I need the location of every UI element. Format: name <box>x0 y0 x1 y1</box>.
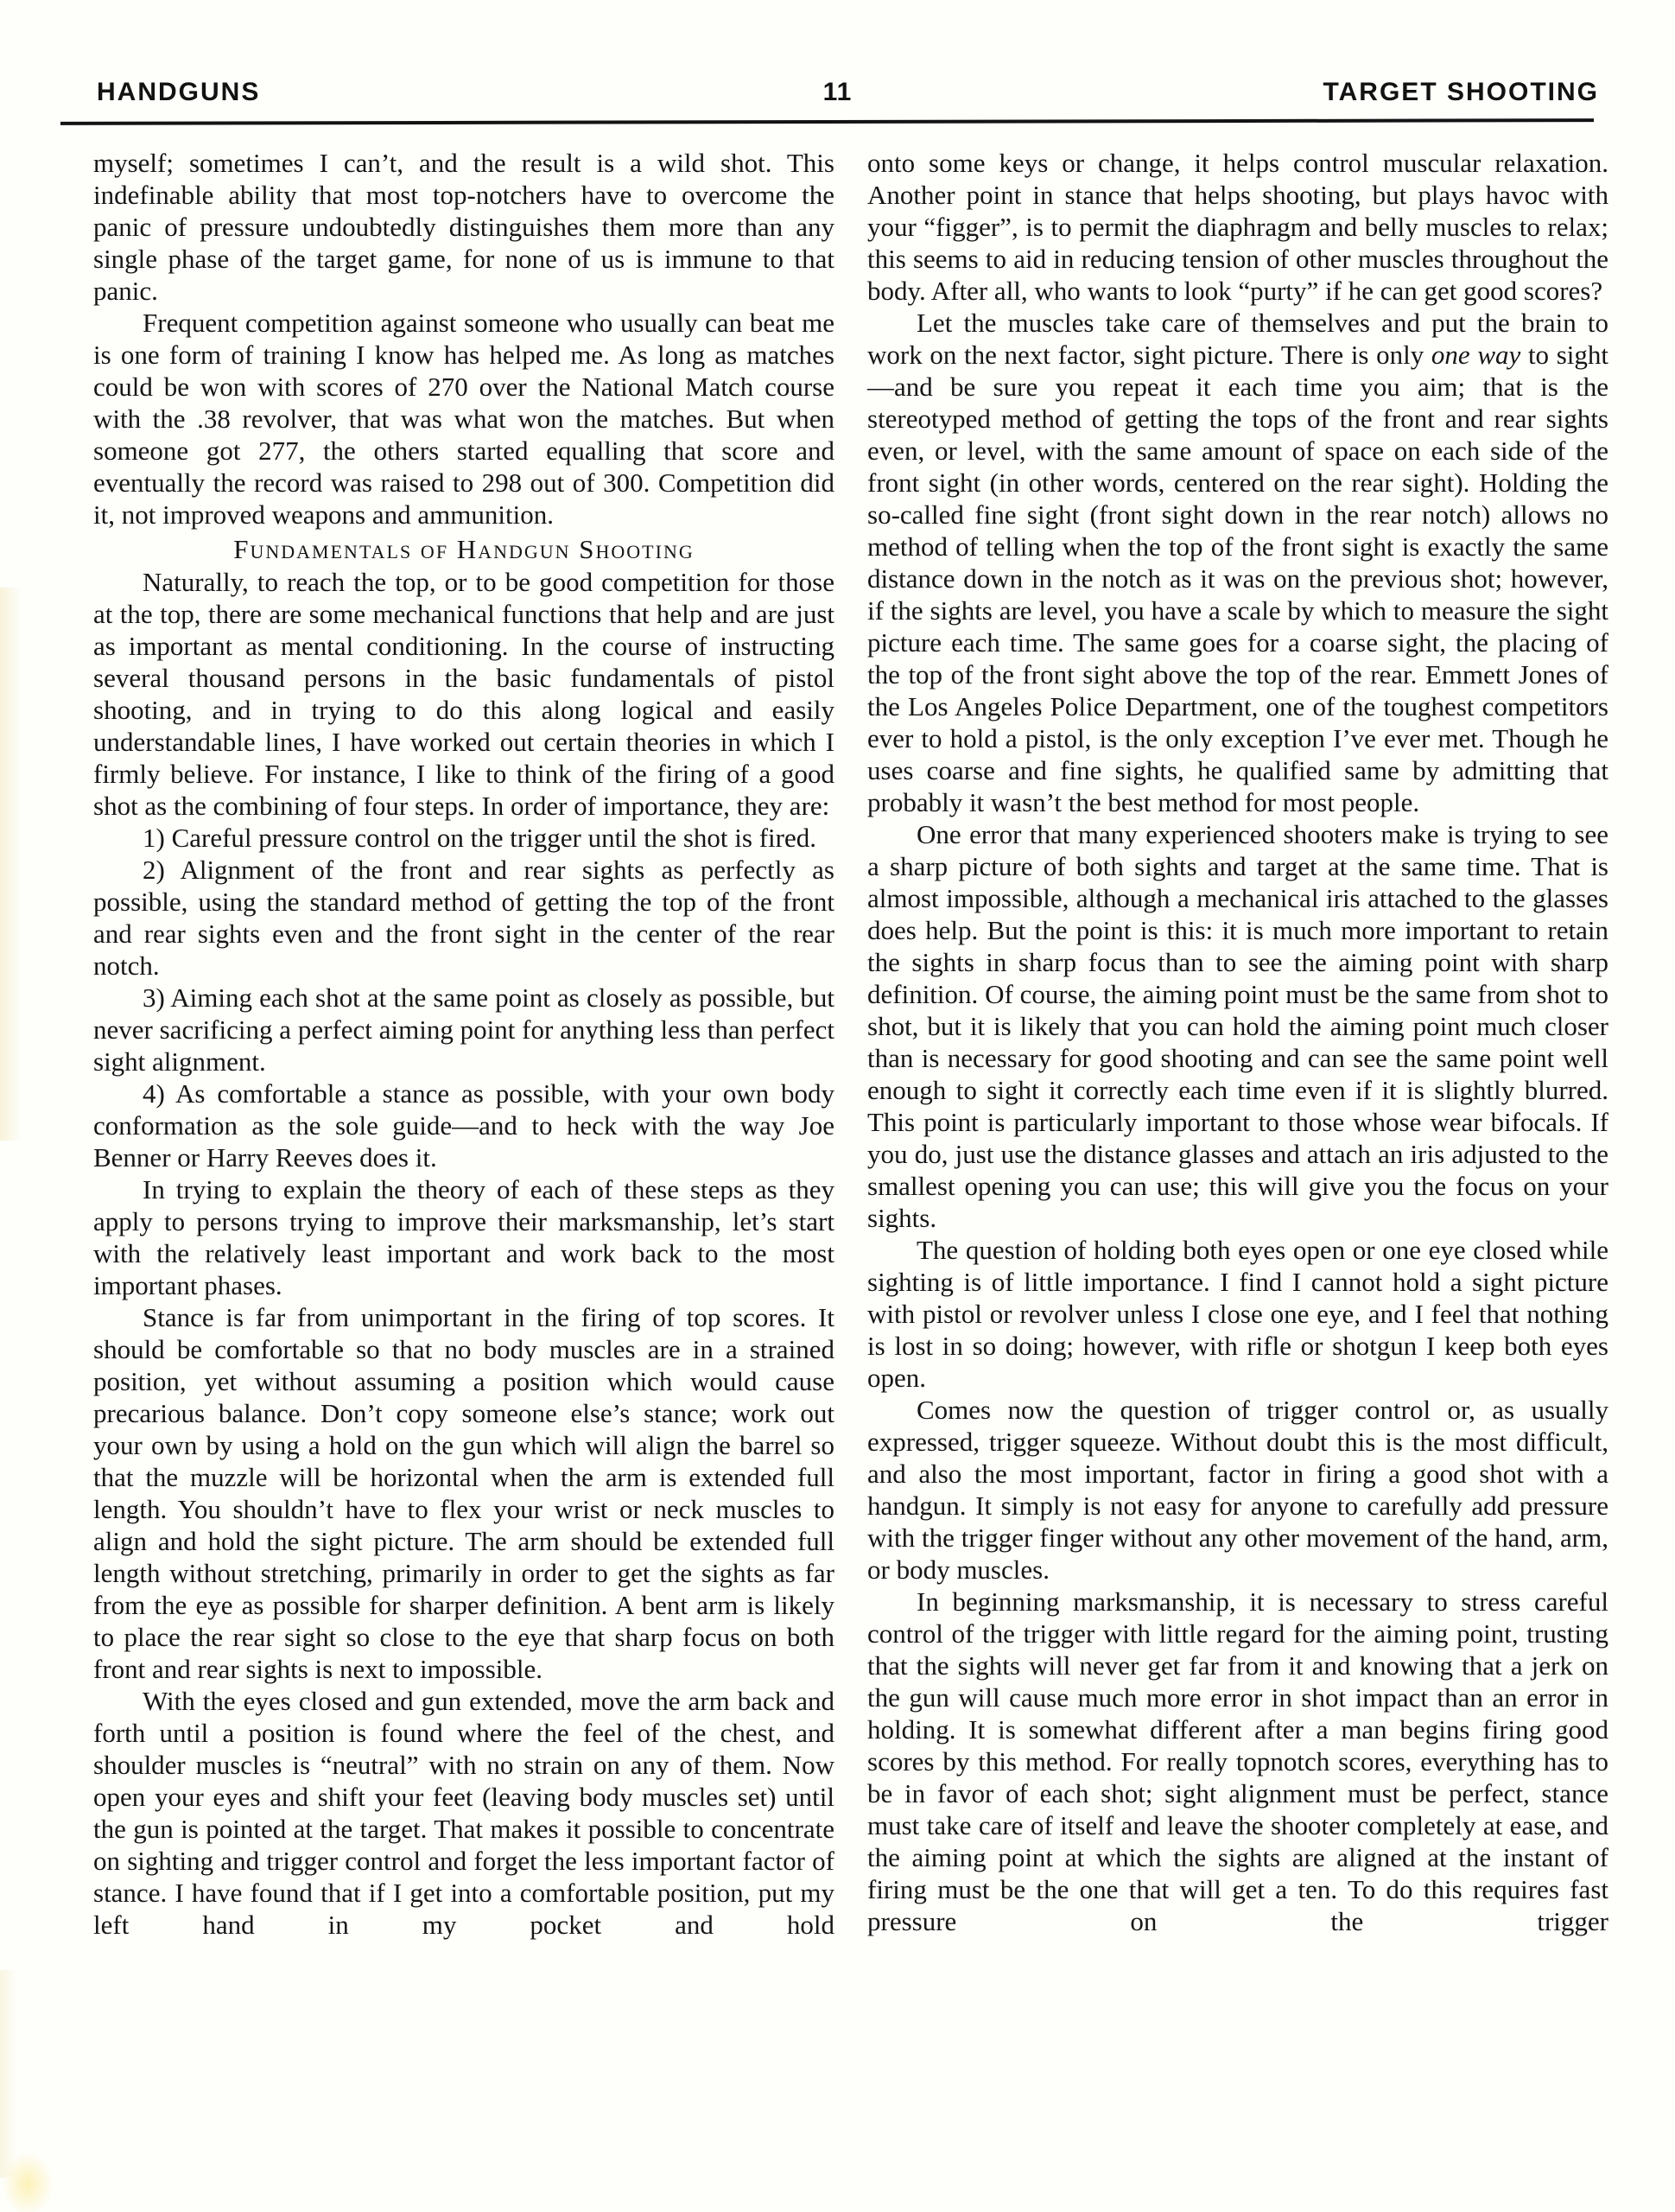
paragraph <box>867 1234 1608 1394</box>
paragraph <box>867 818 1608 1234</box>
body-text: 4) As comfortable a stance as possible, with your own body conformation as the sole guide—and to heck with the way Joe Benner or Harry Reeves does it. <box>93 1078 834 1173</box>
header-page-number: 11 <box>822 78 853 106</box>
body-text: Frequent competition against someone who usually can beat me is one form of training I know has helped me. As long as matches could be won with scores of 270 over the National Match course with the .38 revolver, that was what won the matches. But when someone got 277, the others started equalling that score and eventually the record was raised to 298 out of 300. Competition did it, not improved weapons and ammunition. <box>93 308 834 530</box>
body-text: Fundamentals of Handgun Shooting <box>233 534 695 564</box>
body-text: In beginning marksmanship, it is necessary to stress careful control of the trigger with little regard for the aiming point, trusting that the sights will never get far from it and knowing that a jerk on the gun will cause much more error in shot impact than an error in holding. It is somewhat different after a man begins firing good scores by this method. For really topnotch scores, everything has to be in favor of each shot; sight alignment must be perfect, stance must take care of itself and leave the shooter completely at ease, and the aiming point at which the sights are aligned at the instant of firing must be the one that will get a ten. To do this requires fast pressure on the trigger <box>867 1586 1608 1936</box>
header-left-title: HANDGUNS <box>97 78 261 106</box>
scan-edge-stain <box>0 1970 17 2177</box>
column-left <box>93 147 834 1941</box>
paragraph <box>93 854 834 982</box>
scan-edge-stain <box>0 588 21 1141</box>
paragraph <box>93 307 834 531</box>
emphasized-text: one way <box>1431 340 1521 370</box>
header-rule <box>60 118 1594 125</box>
body-text: Stance is far from unimportant in the firing of top scores. It should be comfortable so that no body muscles are in a strained position, yet without assuming a position which would cause precarious balance. Don’t copy someone else’s stance; work out your own by using a hold on the gun which will align the barrel so that the muzzle will be horizontal when the arm is extended full length. You shouldn’t have to flex your wrist or neck muscles to align and hold the sight picture. The arm should be extended full length without stretching, primarily in order to get the sights as far from the eye as possible for sharper definition. A bent arm is likely to place the rear sight so close to the eye that sharp focus on both front and rear sights is next to impossible. <box>93 1302 834 1684</box>
body-text: In trying to explain the theory of each of these steps as they apply to persons trying to improve their marksmanship, let’s start with the relatively least important and work back to the most important phases. <box>93 1174 834 1300</box>
paragraph <box>867 1394 1608 1586</box>
text-columns <box>93 147 1608 1941</box>
paragraph <box>93 982 834 1077</box>
scan-corner-stain <box>2 2152 54 2212</box>
paragraph <box>867 1586 1608 1937</box>
body-text: Naturally, to reach the top, or to be good competition for those at the top, there are some mechanical functions that help and are just as important as mental conditioning. In the course of instructing several thousand persons in the basic fundamentals of pistol shooting, and in trying to do this along logical and easily understandable lines, I have worked out certain theories in which I firmly believe. For instance, I like to think of the firing of a good shot as the combining of four steps. In order of importance, they are: <box>93 567 834 821</box>
body-text: With the eyes closed and gun extended, move the arm back and forth until a position is found where the feel of the chest, and shoulder muscles is “neutral” with no strain on any of them. Now open your eyes and shift your feet (leaving body muscles set) until the gun is pointed at the target. That makes it possible to concentrate on sighting and trigger control and forget the less important factor of stance. I have found that if I get into a comfortable position, put my left hand in my pocket and hold <box>93 1686 834 1940</box>
paragraph <box>93 822 834 854</box>
paragraph <box>93 1685 834 1941</box>
body-text: to sight—and be sure you repeat it each time you aim; that is the stereotyped method of getting the tops of the front and rear sights even, or level, with the same amount of space on each side of the front sight (in other words, centered on the rear sight). Holding the so-called fine sight (front sight down in the rear notch) allows no method of telling when the top of the front sight is exactly the same distance down in the notch as it was on the previous shot; however, if the sights are level, you have a scale by which to measure the sight picture each time. The same goes for a coarse sight, the placing of the top of the front sight above the top of the rear. Emmett Jones of the Los Angeles Police Department, one of the toughest competitors ever to hold a pistol, is the only exception I’ve ever met. Though he uses coarse and fine sights, he qualified same by admitting that probably it wasn’t the best method for most people. <box>867 340 1608 817</box>
body-text: 2) Alignment of the front and rear sights as perfectly as possible, using the standard method of getting the top of the front and rear sights even and the front sight in the center of the rear notch. <box>93 855 834 981</box>
body-text: One error that many experienced shooters make is trying to see a sharp picture of both sights and target at the same time. That is almost impossible, although a mechanical iris attached to the glasses does help. But the point is this: it is much more important to retain the sights in sharp focus than to see the aiming point with sharp definition. Of course, the aiming point must be the same from shot to shot, but it is likely that you can hold the aiming point much closer than is necessary for good shooting and can see the same point well enough to sight it correctly each time even if it is slightly blurred. This point is particularly important to those whose wear bifocals. If you do, just use the distance glasses and attach an iris adjusted to the smallest opening you can use; this will give you the focus on your sights. <box>867 819 1608 1233</box>
paragraph <box>93 1173 834 1301</box>
paragraph <box>867 147 1608 307</box>
body-text: onto some keys or change, it helps control muscular relaxation. Another point in stance that helps shooting, but plays havoc with your “figger”, is to permit the diaphragm and belly muscles to relax; this seems to aid in reducing tension of other muscles throughout the body. After all, who wants to look “purty” if he can get good scores? <box>867 148 1608 306</box>
body-text: myself; sometimes I can’t, and the result is a wild shot. This indefinable ability that most top-notchers have to overcome the panic of pressure undoubtedly distinguishes them more than any single phase of the target game, for none of us is immune to that panic. <box>93 148 834 306</box>
paragraph <box>867 307 1608 818</box>
body-text: Comes now the question of trigger control or, as usually expressed, trigger squeeze. Without doubt this is the most difficult, and also the most important, factor in firing a good shot with a handgun. It simply is not easy for anyone to carefully add pressure with the trigger finger without any other movement of the hand, arm, or body muscles. <box>867 1395 1608 1585</box>
section-heading <box>93 533 834 565</box>
paragraph <box>93 1077 834 1173</box>
paragraph <box>93 1301 834 1685</box>
paragraph <box>93 566 834 822</box>
body-text: The question of holding both eyes open or one eye closed while sighting is of little importance. I find I cannot hold a sight picture with pistol or revolver unless I close one eye, and I feel that nothing is lost in so doing; however, with rifle or shotgun I keep both eyes open. <box>867 1235 1608 1393</box>
body-text: Let the muscles take care of themselves and put the brain to work on the next factor, sight picture. There is only <box>867 308 1608 370</box>
paragraph <box>93 147 834 307</box>
body-text: 1) Careful pressure control on the trigger until the shot is fired. <box>143 823 816 853</box>
running-header <box>0 78 1675 112</box>
header-right-title: TARGET SHOOTING <box>1323 78 1599 106</box>
body-text: 3) Aiming each shot at the same point as closely as possible, but never sacrificing a perfect aiming point for anything less than perfect sight alignment. <box>93 982 834 1077</box>
column-right <box>867 147 1608 1941</box>
